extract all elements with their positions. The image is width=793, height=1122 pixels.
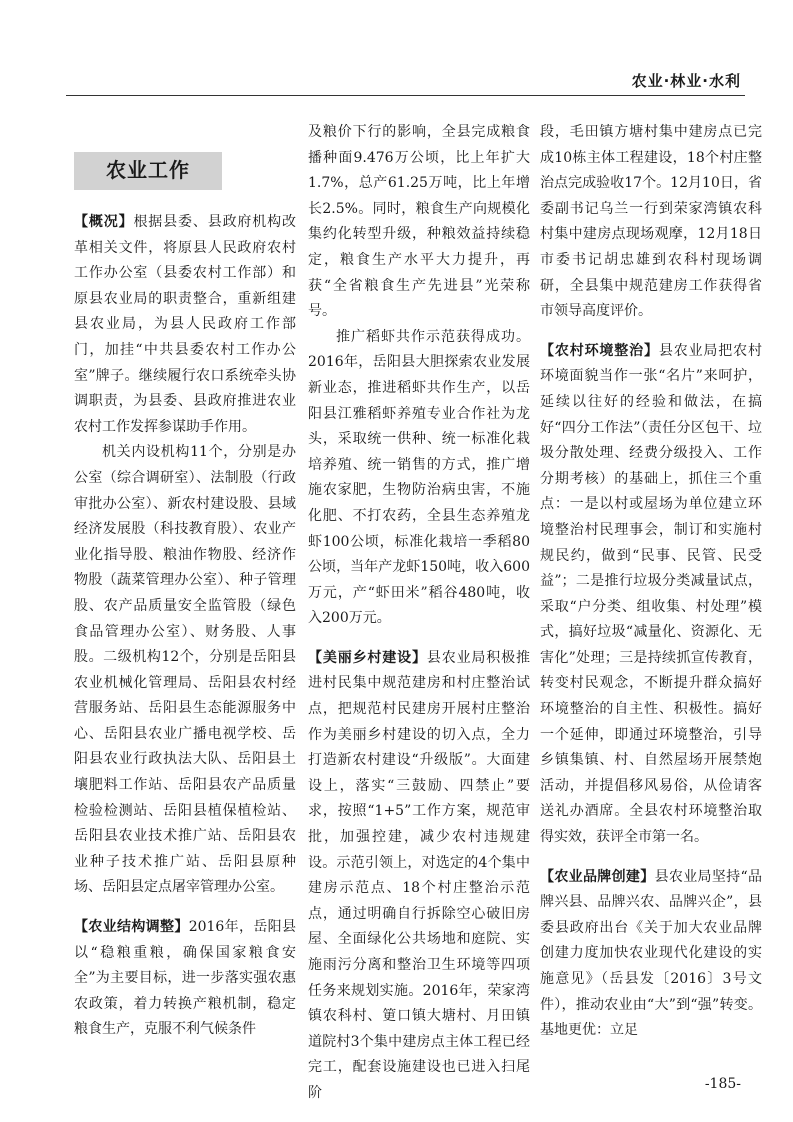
paragraph-rice-shrimp: 推广稻虾共作示范获得成功。2016年，岳阳县大胆探索农业发展新业态，推进稻虾共作生产，以岳阳县江雅稻虾养殖专业合作社为龙头，采取统一供种、统一标准化栽培养殖、统一销售的方式，推广增施农家肥，生物防治病虫害，不施化肥、不打农药，全县生态养殖龙虾100公顷，标准化栽培一季稻80公顷，当年产龙虾150吨，收入600万元，产“虾田米”稻谷480吨，收入200万元。 [308, 328, 530, 627]
section-title-box [74, 152, 222, 190]
paragraph-institutions: 机关内设机构11个，分别是办公室（综合调研室）、法制股（行政审批办公室）、新农村建设股、县域经济发展股（科技教育股）、农业产业化指导股、粮油作物股、经济作物股（蔬菜管理办公室）、种子管理股、农产品质量安全监管股（绿色食品管理办公室）、财务股、人事股。二级机构12个，分别是岳阳县农业机械化管理局、岳阳县农村经营服务站、岳阳县生态能源服务中心、岳阳县农业广播电视学校、岳阳县农业行政执法大队、岳阳县土壤肥料工作站、岳阳县农产品质量检验检测站、岳阳县植保植检站、岳阳县农业技术推广站、岳阳县农业种子技术推广站、岳阳县原种场、岳阳县定点屠宰管理办公室。 [74, 444, 296, 896]
keyword-overview: 【概况】 [74, 214, 134, 230]
paragraph-village-construction-cont: 段，毛田镇方塘村集中建房点已完成10栋主体工程建设，18个村庄整治点完成验收17个。12月10日，省委副书记乌兰一行到荣家湾镇农科村集中建房点现场观摩，12月18日市委书记胡忠雄到农科村现场调研，全县集中规范建房工作获得省市领导高度评价。 [540, 124, 762, 320]
paragraph-overview [74, 210, 296, 440]
paragraph-grain-output: 及粮价下行的影响，全县完成粮食播种面9.476万公顷，比上年扩大1.7%，总产61.25万吨，比上年增长2.5%。同时，粮食生产向规模化集约化转型升级，种粮效益持续稳定，粮食生产水平大力提升，再获“全省粮食生产先进县”光荣称号。 [308, 124, 530, 320]
keyword-structure-adjustment: 【农业结构调整】 [74, 919, 189, 936]
keyword-beautiful-village: 【美丽乡村建设】 [308, 649, 427, 666]
keyword-brand-building: 【农业品牌创建】 [540, 868, 655, 885]
paragraph-beautiful-village [308, 646, 530, 1107]
structure-adjustment-text: 2016年，岳阳县以“稳粮重粮，确保国家粮食安全”为主要目标，进一步落实强农惠农政策，着力转换产粮机制，稳定粮食生产，克服不利气候条件 [74, 919, 296, 1038]
header-rule [66, 95, 745, 96]
keyword-rural-environment: 【农村环境整治】 [540, 342, 659, 359]
rural-environment-text: 县农业局把农村环境面貌当作一张“名片”来呵护，延续以往好的经验和做法，在搞好“四分工作法”（责任分区包干、垃圾分散处理、经费分级投入、工作分期考核）的基础上，抓住三个重点：一是以村或屋场为单位建立环境整治村民理事会，制订和实施村规民约，做到“民事、民管、民受益”；二是推行垃圾分类减量试点，采取“户分类、组收集、村处理”模式，搞好垃圾“减量化、资源化、无害化”处理；三是持续抓宣传教育，转变村民观念，不断提升群众搞好环境整治的自主性、积极性。搞好一个延伸，即通过环境整治，引导乡镇集镇、村、自然屋场开展禁炮活动，并提倡移风易俗，从俭请客送礼办酒席。全县农村环境整治取得实效，获评全市第一名。 [540, 342, 762, 846]
paragraph-structure-adjustment [74, 915, 296, 1043]
paragraph-rural-environment [540, 339, 762, 851]
section-title: 农业工作 [106, 158, 190, 183]
overview-text: 根据县委、县政府机构改革相关文件，将原县人民政府农村工作办公室（县委农村工作部）和原县农业局的职责整合，重新组建县农业局，为县人民政府工作部门，加挂“中共县委农村工作办公室”牌子。继续履行农口系统牵头协调职责，为县委、县政府推进农业农村工作发挥参谋助手作用。 [74, 214, 296, 435]
paragraph-brand-building [540, 865, 762, 1044]
column-1 [74, 120, 296, 1043]
brand-building-text: 县农业局坚持“品牌兴县、品牌兴农、品牌兴企”，县委县政府出台《关于加大农业品牌创建力度加快农业现代化建设的实施意见》（岳县发〔2016〕3号文件），推动农业由“大”到“强”转变。基地更优：立足 [540, 868, 762, 1039]
beautiful-village-text: 县农业局积极推进村民集中规范建房和村庄整治试点，把规范村民建房开展村庄整治作为美丽乡村建设的切入点，全力打造新农村建设“升级版”。大面建设上，落实“三鼓励、四禁止”要求，按照“1+5”工作方案，规范审批，加强控建，减少农村违规建设。示范引领上，对选定的4个集中建房示范点、18个村庄整治示范点，通过明确自行拆除空心破旧房屋、全面绿化公共场地和庭院、实施雨污分离和整治卫生环境等四项任务来规划实施。2016年，荣家湾镇农科村、筻口镇大塘村、月田镇道院村3个集中建房点主体工程已经完工，配套设施建设也已进入扫尾阶 [308, 649, 530, 1101]
header-title: 农业·林业·水利 [631, 72, 741, 90]
column-3 [540, 120, 762, 1044]
page-number: -185- [704, 1076, 741, 1092]
column-2 [308, 120, 530, 1107]
